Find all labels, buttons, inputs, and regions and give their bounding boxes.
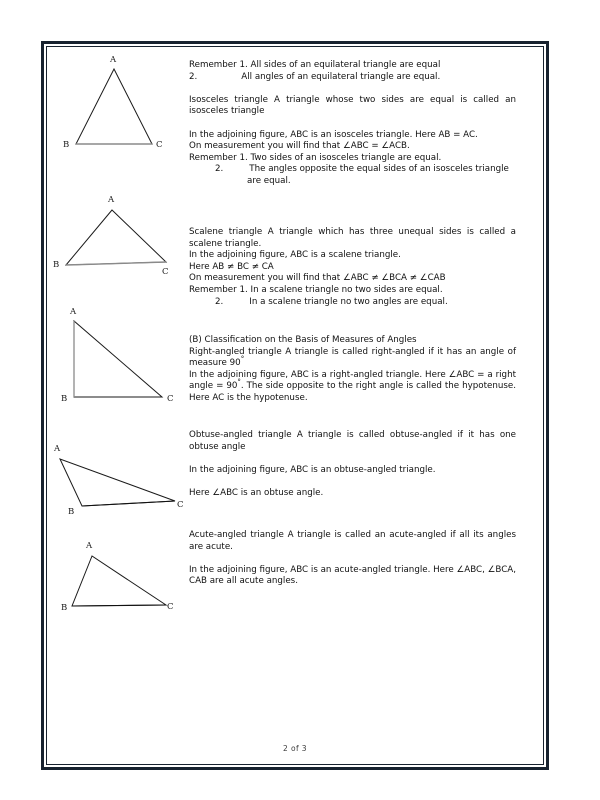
angle-classification-heading: (B) Classification on the Basis of Measures of Angles xyxy=(189,335,417,345)
page-border xyxy=(41,41,549,770)
scalene-measurement-note: On measurement you will find that ∠ABC ≠ ∠BCA ≠ ∠CAB xyxy=(189,273,446,284)
page-content xyxy=(44,44,546,767)
vertex-label-b: B xyxy=(61,603,68,613)
isosceles-text-block xyxy=(189,60,516,188)
list-text: The angles opposite the equal sides of an isosceles triangle are equal. xyxy=(247,164,509,186)
degree-symbol: ° xyxy=(240,355,245,364)
vertex-label-a: A xyxy=(54,444,61,454)
remember-isosceles-line-2 xyxy=(189,164,516,187)
remember-equilateral-line-1: Remember 1. All sides of an equilateral triangle are equal xyxy=(189,60,441,70)
remember-isosceles-line-1: Remember 1. Two sides of an isosceles triangle are equal. xyxy=(189,152,442,163)
right-angled-figure-note: In the adjoining figure, ABC is a right-angled triangle. Here ∠ABC = a right angle = 90°. The side opposite to the right angle is called the hypotenuse. Here AC is the hypotenuse. xyxy=(189,369,516,403)
vertex-label-b: B xyxy=(53,260,60,270)
list-number: 2. xyxy=(215,164,224,175)
isosceles-triangle-svg xyxy=(44,54,189,164)
vertex-label-c: C xyxy=(167,602,174,612)
isosceles-measurement-note: On measurement you will find that ∠ABC = ∠ACB. xyxy=(189,141,410,152)
right-angled-definition: Right-angled triangle A triangle is called right-angled if it has an angle of measure 90° xyxy=(189,346,516,369)
obtuse-angled-triangle-figure xyxy=(44,434,189,529)
list-text: All angles of an equilateral triangle are equal. xyxy=(241,71,441,82)
right-angled-text-block xyxy=(189,335,516,405)
degree-symbol: ° xyxy=(237,378,241,387)
right-angled-triangle-svg xyxy=(44,304,189,414)
vertex-label-a: A xyxy=(70,307,77,317)
scalene-triangle-figure xyxy=(44,187,189,282)
isosceles-triangle-figure xyxy=(44,54,189,164)
remember-scalene-line-2 xyxy=(189,297,516,309)
acute-angled-definition: Acute-angled triangle A triangle is called an acute-angled if all its angles are acute. xyxy=(189,530,516,552)
right-angled-triangle-figure xyxy=(44,304,189,414)
vertex-label-c: C xyxy=(177,500,184,510)
scalene-sides-note: Here AB ≠ BC ≠ CA xyxy=(189,261,274,272)
list-number: 2. xyxy=(189,71,198,82)
vertex-label-b: B xyxy=(63,140,70,150)
isosceles-definition: Isosceles triangle A triangle whose two sides are equal is called an isosceles triangle xyxy=(189,94,516,117)
vertex-label-c: C xyxy=(156,140,163,150)
remember-equilateral-line-2 xyxy=(189,72,516,84)
obtuse-angled-definition: Obtuse-angled triangle A triangle is called obtuse-angled if it has one obtuse angle xyxy=(189,430,516,452)
obtuse-angled-triangle-svg xyxy=(44,434,189,529)
vertex-label-c: C xyxy=(162,267,169,277)
vertex-label-a: A xyxy=(110,55,117,65)
obtuse-angled-text-block xyxy=(189,430,516,500)
list-text: In a scalene triangle no two angles are equal. xyxy=(249,296,448,307)
scalene-text-block xyxy=(189,227,516,308)
isosceles-figure-note: In the adjoining figure, ABC is an isosceles triangle. Here AB = AC. xyxy=(189,129,478,140)
remember-scalene-line-1: Remember 1. In a scalene triangle no two sides are equal. xyxy=(189,284,443,295)
acute-angled-triangle-figure xyxy=(44,531,189,631)
obtuse-angled-figure-note: In the adjoining figure, ABC is an obtuse-angled triangle. xyxy=(189,464,436,475)
vertex-label-b: B xyxy=(68,507,75,517)
acute-angled-text-block xyxy=(189,530,516,588)
acute-angled-figure-note: In the adjoining figure, ABC is an acute-angled triangle. Here ∠ABC, ∠BCA, CAB are all acute angles. xyxy=(189,564,516,587)
page-number-footer: 2 of 3 xyxy=(283,744,307,753)
vertex-label-c: C xyxy=(167,394,174,404)
scalene-triangle-svg xyxy=(44,187,189,282)
scalene-figure-note: In the adjoining figure, ABC is a scalene triangle. xyxy=(189,250,401,261)
scalene-definition: Scalene triangle A triangle which has three unequal sides is called a scalene triangle. xyxy=(189,227,516,249)
acute-angled-triangle-svg xyxy=(44,531,189,631)
obtuse-angle-note: Here ∠ABC is an obtuse angle. xyxy=(189,487,324,498)
list-number: 2. xyxy=(215,296,224,307)
vertex-label-a: A xyxy=(108,195,115,205)
vertex-label-a: A xyxy=(86,541,93,551)
vertex-label-b: B xyxy=(61,394,68,404)
